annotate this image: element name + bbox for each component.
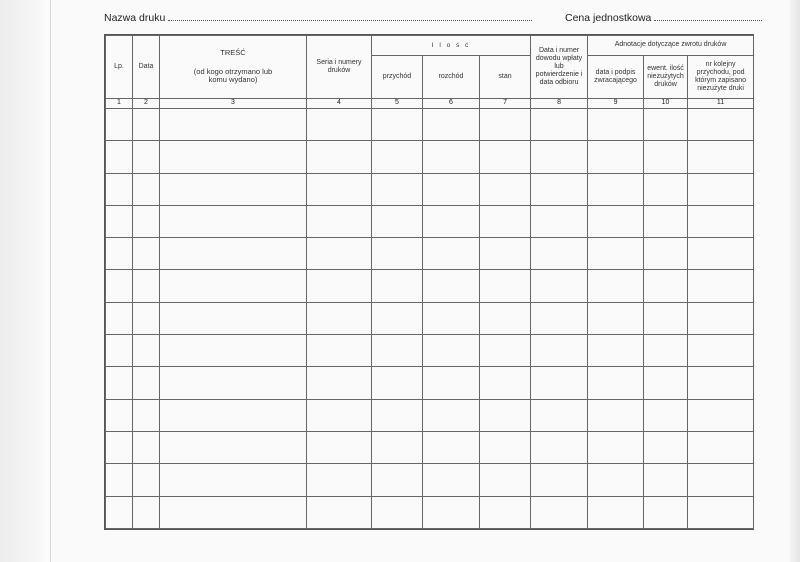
entry-cell[interactable] (588, 238, 644, 270)
entry-cell[interactable] (688, 302, 754, 334)
column-number: 2 (133, 99, 160, 109)
entry-cell[interactable] (531, 399, 588, 431)
entry-cell[interactable] (160, 367, 307, 399)
unit-price-dotted-line[interactable] (654, 11, 762, 21)
entry-cell[interactable] (588, 270, 644, 302)
table-row (106, 302, 754, 334)
entry-cell[interactable] (133, 496, 160, 528)
entry-cell[interactable] (307, 238, 372, 270)
entry-cell[interactable] (531, 496, 588, 528)
entry-cell[interactable] (372, 238, 423, 270)
table-row (106, 205, 754, 237)
entry-cell[interactable] (133, 399, 160, 431)
entry-cell[interactable] (160, 109, 307, 141)
entry-cell[interactable] (480, 496, 531, 528)
entry-cell[interactable] (307, 270, 372, 302)
entry-cell[interactable] (644, 464, 688, 496)
column-number: 6 (423, 99, 480, 109)
entry-cell[interactable] (133, 270, 160, 302)
table-row (106, 431, 754, 463)
entry-cell[interactable] (531, 302, 588, 334)
entry-cell[interactable] (588, 367, 644, 399)
entry-cell[interactable] (688, 496, 754, 528)
column-number: 3 (160, 99, 307, 109)
entry-cell[interactable] (531, 270, 588, 302)
entry-cell[interactable] (480, 302, 531, 334)
entry-cell[interactable] (160, 205, 307, 237)
entry-cell[interactable] (106, 335, 133, 367)
entry-cell[interactable] (423, 464, 480, 496)
table-row (106, 173, 754, 205)
entry-cell[interactable] (423, 141, 480, 173)
page-right-edge (790, 0, 800, 562)
entry-cell[interactable] (133, 205, 160, 237)
entry-cell[interactable] (480, 205, 531, 237)
entry-cell[interactable] (644, 335, 688, 367)
register-table (105, 35, 754, 529)
header-ewent: ewent. ilość niezużytych druków (644, 56, 688, 99)
entry-cell[interactable] (106, 270, 133, 302)
entry-cell[interactable] (160, 302, 307, 334)
entry-cell[interactable] (644, 302, 688, 334)
entry-cell[interactable] (372, 367, 423, 399)
entry-cell[interactable] (480, 399, 531, 431)
entry-cell[interactable] (106, 141, 133, 173)
entry-cell[interactable] (423, 270, 480, 302)
entry-cell[interactable] (688, 270, 754, 302)
entry-cell[interactable] (588, 335, 644, 367)
header-stan: stan (480, 56, 531, 99)
entry-cell[interactable] (480, 141, 531, 173)
entry-cell[interactable] (106, 302, 133, 334)
entry-cell[interactable] (372, 109, 423, 141)
table-row (106, 238, 754, 270)
entry-cell[interactable] (160, 238, 307, 270)
header-podpis: data i podpis zwracającego (588, 56, 644, 99)
entry-cell[interactable] (307, 335, 372, 367)
entry-cell[interactable] (106, 431, 133, 463)
entry-cell[interactable] (307, 464, 372, 496)
entry-cell[interactable] (160, 335, 307, 367)
entry-cell[interactable] (423, 431, 480, 463)
entry-cell[interactable] (644, 205, 688, 237)
column-number: 9 (588, 99, 644, 109)
header-tresc-subtitle: (od kogo otrzymano lub komu wydano) (193, 66, 273, 85)
entry-cell[interactable] (688, 205, 754, 237)
entry-cell[interactable] (688, 109, 754, 141)
table-row (106, 399, 754, 431)
entry-cell[interactable] (531, 464, 588, 496)
entry-cell[interactable] (160, 141, 307, 173)
column-number: 4 (307, 99, 372, 109)
entry-cell[interactable] (688, 464, 754, 496)
entry-cell[interactable] (688, 431, 754, 463)
entry-cell[interactable] (531, 109, 588, 141)
column-number: 10 (644, 99, 688, 109)
entry-cell[interactable] (531, 205, 588, 237)
entry-cell[interactable] (531, 431, 588, 463)
entry-cell[interactable] (307, 109, 372, 141)
header-nr-kolejny: nr kolejny przychodu, pod którym zapisano niezużyte druki (688, 56, 754, 99)
entry-cell[interactable] (106, 238, 133, 270)
entry-cell[interactable] (423, 173, 480, 205)
entry-cell[interactable] (133, 335, 160, 367)
entry-cell[interactable] (307, 431, 372, 463)
entry-cell[interactable] (160, 496, 307, 528)
entry-cell[interactable] (133, 109, 160, 141)
entry-cell[interactable] (160, 399, 307, 431)
entry-cell[interactable] (531, 141, 588, 173)
entry-cell[interactable] (106, 496, 133, 528)
entry-cell[interactable] (372, 302, 423, 334)
register-entries (106, 109, 754, 529)
entry-cell[interactable] (480, 367, 531, 399)
entry-cell[interactable] (588, 205, 644, 237)
table-row (106, 496, 754, 528)
form-header (104, 11, 754, 29)
entry-cell[interactable] (372, 496, 423, 528)
entry-cell[interactable] (106, 109, 133, 141)
header-rozchod: rozchód (423, 56, 480, 99)
entry-cell[interactable] (133, 302, 160, 334)
entry-cell[interactable] (480, 270, 531, 302)
table-row (106, 109, 754, 141)
entry-cell[interactable] (372, 270, 423, 302)
table-row (106, 141, 754, 173)
entry-cell[interactable] (588, 399, 644, 431)
entry-cell[interactable] (644, 270, 688, 302)
entry-cell[interactable] (588, 109, 644, 141)
entry-cell[interactable] (480, 173, 531, 205)
entry-cell[interactable] (480, 238, 531, 270)
entry-cell[interactable] (307, 399, 372, 431)
print-name-field[interactable] (104, 11, 532, 24)
entry-cell[interactable] (644, 173, 688, 205)
print-name-label: Nazwa druku (104, 12, 166, 24)
entry-cell[interactable] (644, 238, 688, 270)
entry-cell[interactable] (531, 173, 588, 205)
entry-cell[interactable] (106, 367, 133, 399)
header-adnotacje: Adnotacje dotyczące zwrotu druków (588, 36, 754, 56)
header-lp: Lp. (106, 36, 133, 99)
print-name-dotted-line[interactable] (168, 11, 532, 21)
entry-cell[interactable] (688, 335, 754, 367)
entry-cell[interactable] (480, 431, 531, 463)
entry-cell[interactable] (588, 464, 644, 496)
register-table-frame (104, 34, 754, 530)
entry-cell[interactable] (423, 335, 480, 367)
table-row (106, 367, 754, 399)
entry-cell[interactable] (106, 399, 133, 431)
entry-cell[interactable] (688, 238, 754, 270)
column-number: 5 (372, 99, 423, 109)
entry-cell[interactable] (480, 109, 531, 141)
page-binding-edge (0, 0, 52, 562)
entry-cell[interactable] (531, 367, 588, 399)
header-tresc (160, 36, 307, 99)
column-number: 7 (480, 99, 531, 109)
entry-cell[interactable] (307, 205, 372, 237)
entry-cell[interactable] (133, 173, 160, 205)
entry-cell[interactable] (588, 141, 644, 173)
entry-cell[interactable] (160, 173, 307, 205)
entry-cell[interactable] (372, 173, 423, 205)
entry-cell[interactable] (372, 464, 423, 496)
entry-cell[interactable] (133, 367, 160, 399)
entry-cell[interactable] (133, 464, 160, 496)
table-row (106, 335, 754, 367)
entry-cell[interactable] (688, 367, 754, 399)
entry-cell[interactable] (423, 367, 480, 399)
entry-cell[interactable] (588, 496, 644, 528)
entry-cell[interactable] (644, 399, 688, 431)
header-ilosc: I l o ś ć (372, 36, 531, 56)
entry-cell[interactable] (644, 431, 688, 463)
entry-cell[interactable] (423, 109, 480, 141)
entry-cell[interactable] (307, 367, 372, 399)
table-row (106, 270, 754, 302)
header-seria: Seria i numery druków (307, 36, 372, 99)
entry-cell[interactable] (133, 238, 160, 270)
column-number: 11 (688, 99, 754, 109)
entry-cell[interactable] (644, 109, 688, 141)
entry-cell[interactable] (423, 238, 480, 270)
header-dowod: Data i numer dowodu wpłaty lub potwierdzenie i data odbioru (531, 36, 588, 99)
entry-cell[interactable] (423, 399, 480, 431)
entry-cell[interactable] (372, 335, 423, 367)
unit-price-field[interactable] (565, 11, 762, 24)
entry-cell[interactable] (106, 173, 133, 205)
column-number: 8 (531, 99, 588, 109)
entry-cell[interactable] (423, 205, 480, 237)
entry-cell[interactable] (423, 302, 480, 334)
entry-cell[interactable] (372, 399, 423, 431)
entry-cell[interactable] (688, 399, 754, 431)
entry-cell[interactable] (423, 496, 480, 528)
entry-cell[interactable] (531, 335, 588, 367)
entry-cell[interactable] (307, 302, 372, 334)
entry-cell[interactable] (372, 431, 423, 463)
entry-cell[interactable] (133, 141, 160, 173)
entry-cell[interactable] (307, 141, 372, 173)
header-przychod: przychód (372, 56, 423, 99)
entry-cell[interactable] (372, 205, 423, 237)
entry-cell[interactable] (688, 141, 754, 173)
entry-cell[interactable] (160, 270, 307, 302)
entry-cell[interactable] (307, 496, 372, 528)
column-number-row (106, 99, 754, 109)
entry-cell[interactable] (588, 431, 644, 463)
entry-cell[interactable] (106, 464, 133, 496)
entry-cell[interactable] (688, 173, 754, 205)
unit-price-label: Cena jednostkowa (565, 12, 652, 24)
entry-cell[interactable] (372, 141, 423, 173)
column-number: 1 (106, 99, 133, 109)
entry-cell[interactable] (160, 431, 307, 463)
entry-cell[interactable] (644, 141, 688, 173)
table-row (106, 464, 754, 496)
entry-cell[interactable] (588, 173, 644, 205)
entry-cell[interactable] (531, 238, 588, 270)
entry-cell[interactable] (480, 335, 531, 367)
header-tresc-title: TREŚĆ (220, 48, 246, 58)
entry-cell[interactable] (133, 431, 160, 463)
binding-fold-line (50, 0, 51, 562)
entry-cell[interactable] (480, 464, 531, 496)
entry-cell[interactable] (106, 205, 133, 237)
entry-cell[interactable] (160, 464, 307, 496)
entry-cell[interactable] (588, 302, 644, 334)
entry-cell[interactable] (644, 496, 688, 528)
entry-cell[interactable] (307, 173, 372, 205)
entry-cell[interactable] (644, 367, 688, 399)
header-data: Data (133, 36, 160, 99)
